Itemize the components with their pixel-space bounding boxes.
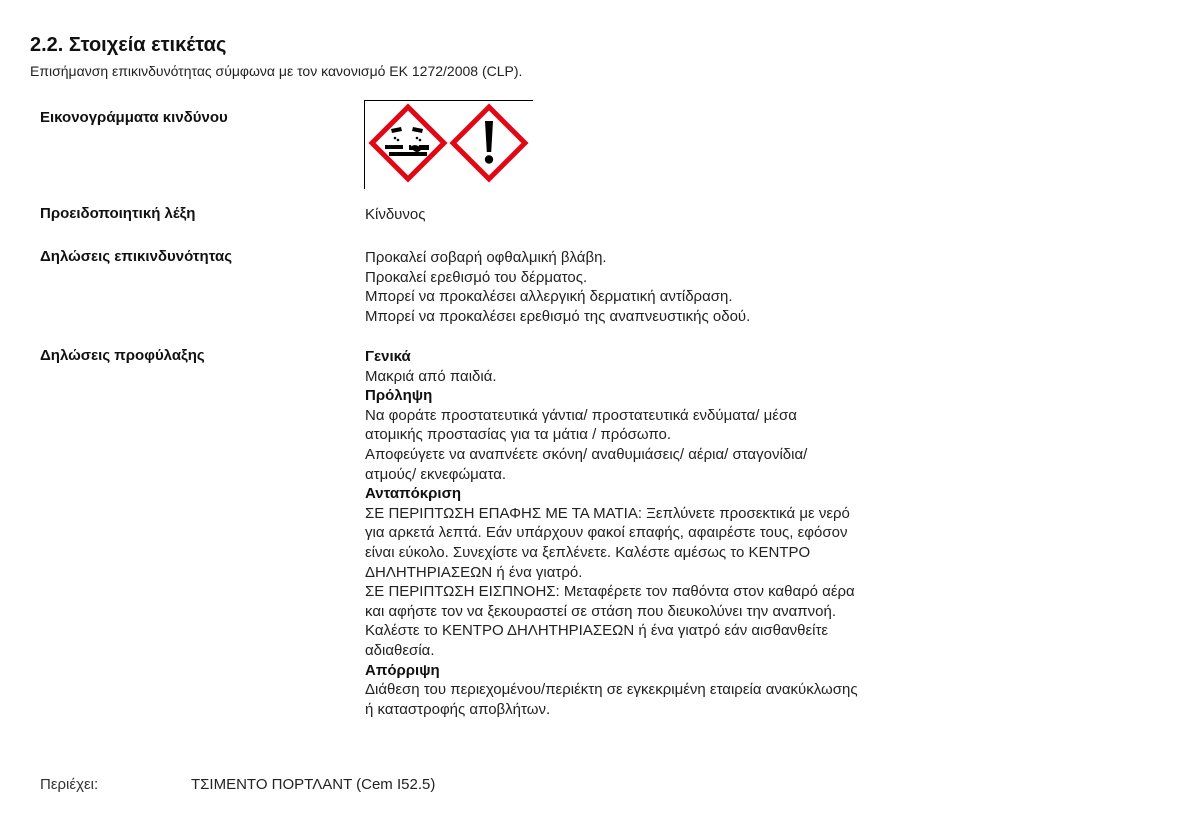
precautionary-statements-label: Δηλώσεις προφύλαξης (40, 347, 205, 364)
prevention-line: Να φοράτε προστατευτικά γάντια/ προστατευτικά ενδύματα/ μέσα (365, 406, 797, 424)
response-line: για αρκετά λεπτά. Εάν υπάρχουν φακοί επαφής, αφαιρέστε τους, εφόσον (365, 524, 848, 542)
hazard-statement-line: Προκαλεί ερεθισμό του δέρματος. (365, 268, 588, 286)
response-line: είναι εύκολο. Συνεχίστε να ξεπλένετε. Καλέστε αμέσως το ΚΕΝΤΡΟ (365, 543, 811, 561)
corrosion-pictogram-icon (372, 107, 444, 179)
prevention-line: ατμούς/ εκνεφώματα. (365, 465, 507, 483)
prevention-heading: Πρόληψη (365, 387, 433, 405)
response-line: ΣΕ ΠΕΡΙΠΤΩΣΗ ΕΠΑΦΗΣ ΜΕ ΤΑ ΜΑΤΙΑ: Ξεπλύνετε προσεκτικά με νερό (365, 504, 850, 522)
disposal-heading: Απόρριψη (365, 661, 440, 679)
section-title: 2.2. Στοιχεία ετικέτας (30, 34, 227, 56)
signal-word-value (365, 205, 975, 225)
response-line: αδιαθεσία. (365, 641, 435, 659)
response-line: ΣΕ ΠΕΡΙΠΤΩΣΗ ΕΙΣΠΝΟΗΣ: Μεταφέρετε τον παθόντα στον καθαρό αέρα (365, 583, 855, 601)
prevention-line: Αποφεύγετε να αναπνέετε σκόνη/ αναθυμιάσεις/ αέρια/ σταγονίδια/ (365, 445, 808, 463)
hazard-statements (365, 248, 975, 326)
general-line: Μακριά από παιδιά. (365, 367, 497, 385)
section-subtitle: Επισήμανση επικινδυνότητας σύμφωνα με τον κανονισμό ΕΚ 1272/2008 (CLP). (30, 63, 523, 79)
disposal-line: Διάθεση του περιεχομένου/περιέκτη σε εγκεκριμένη εταιρεία ανακύκλωσης (365, 681, 858, 699)
prevention-line: ατομικής προστασίας για τα μάτια / πρόσωπο. (365, 426, 672, 444)
disposal-line: ή καταστροφής αποβλήτων. (365, 700, 551, 718)
response-line: και αφήστε τον να ξεκουραστεί σε στάση που διευκολύνει την αναπνοή. (365, 602, 836, 620)
contains-value: ΤΣΙΜΕΝΤΟ ΠΟΡΤΛΑΝΤ (Cem I52.5) (191, 776, 436, 793)
exclamation-mark-pictogram-icon (453, 107, 525, 179)
pictograms-label: Εικονογράμματα κινδύνου (40, 109, 228, 126)
response-heading: Ανταπόκριση (365, 485, 461, 503)
hazard-statement-line: Μπορεί να προκαλέσει αλλεργική δερματική αντίδραση. (365, 288, 733, 306)
pictograms-box (364, 100, 533, 189)
contains-label: Περιέχει: (40, 776, 99, 793)
hazard-statement-line: Προκαλεί σοβαρή οφθαλμική βλάβη. (365, 249, 607, 266)
response-line: ΔΗΛΗΤΗΡΙΑΣΕΩΝ ή ένα γιατρό. (365, 563, 583, 581)
general-heading: Γενικά (365, 348, 411, 365)
hazard-statements-label: Δηλώσεις επικινδυνότητας (40, 248, 233, 265)
precautionary-statements (365, 347, 975, 719)
signal-word-label: Προειδοποιητική λέξη (40, 205, 196, 222)
hazard-statement-line: Μπορεί να προκαλέσει ερεθισμό της αναπνευστικής οδού. (365, 307, 751, 325)
signal-word-text: Κίνδυνος (365, 206, 426, 223)
response-line: Καλέστε το ΚΕΝΤΡΟ ΔΗΛΗΤΗΡΙΑΣΕΩΝ ή ένα γιατρό εάν αισθανθείτε (365, 622, 829, 640)
